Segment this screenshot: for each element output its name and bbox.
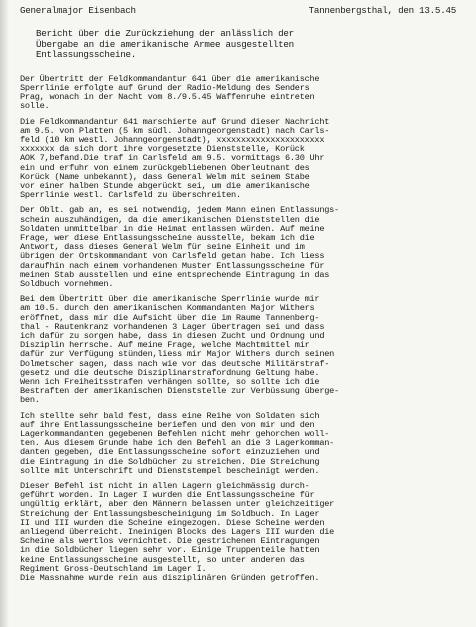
text-line: ein und erfuhr von einem zurückgebliebenen Oberleutnant des (20, 162, 310, 173)
text-line: Antwort, dass dieses General Welm für seine Einheit und im (20, 242, 305, 253)
text-line: am 9.5. von Platten (5 km südl. Johanngeorgenstadt) nach Carls- (20, 125, 330, 136)
text-line: dafür zur Verfügung stünden,liess mir Major Withers durch seinen (20, 349, 335, 360)
text-line: AOK 7,befand.Die traf in Carlsfeld am 9.5. vormittags 6.30 Uhr (20, 153, 325, 164)
text-line: II und III wurden die Scheine eingezogen. Diese Scheine werden (20, 517, 325, 528)
paragraph-6 (20, 482, 466, 583)
subject-line-1: Bericht über die Zurückziehung der anlässlich der (36, 28, 294, 40)
text-line: anliegend überreicht. Ineinigen Blocks des Lagers III wurden die (20, 527, 335, 538)
text-line: feld (10 km westl. Johanngeorgenstadt), xxxxxxxxxxxxxxxxxxxxxx (20, 134, 325, 145)
text-line: Soldbuch vornehmen. (20, 278, 114, 289)
text-line: solle. (20, 101, 50, 112)
paragraph-3 (20, 206, 466, 289)
text-line: Soldaten unmittelbar in die Heimat entlassen würden. Auf meine (20, 223, 325, 234)
paragraph-2 (20, 118, 466, 201)
text-line: xxxxxxx da sich dort ihre vorgesetzte Dienststelle, Korück (20, 144, 305, 155)
text-line: schein auszuhändigen, da die amerikanischen Dienststellen die (20, 214, 320, 225)
report-subject (20, 29, 466, 61)
letter-header (20, 6, 466, 15)
text-line: in die Soldbücher liegen sehr vor. Einige Truppenteile hatten (20, 545, 320, 556)
text-line: gesetz und die deutsche Disziplinarstrafordnung Geltung habe. (20, 367, 320, 378)
text-line: die Eintragung in die Soldbücher zu streichen. Die Streichung (20, 456, 320, 467)
text-line: Der Übertritt der Feldkommandantur 641 über die amerikanische (20, 73, 320, 84)
report-body (20, 75, 466, 584)
text-line: ich dafür zu sorgen habe, dass in diesen Zucht und Ordnung und (20, 330, 325, 341)
text-line: geführt worden. In Lager I wurden die Entlassungsscheine für (20, 490, 315, 501)
place-date: Tannenbergsthal, den 13.5.45 (308, 5, 456, 16)
text-line: Lagerkommandanten gegebenen Befehlen nicht mehr gehorchen woll- (20, 429, 330, 440)
text-line: sollte mit Unterschrift und Dienststempel bescheinigt werden. (20, 465, 320, 476)
text-line: Disziplin herrsche. Auf meine Frage, welche Machtmittel mir (20, 340, 310, 351)
text-line: Dieser Befehl ist nicht in allen Lagern gleichmässig durch- (20, 481, 310, 492)
paragraph-5 (20, 412, 466, 476)
text-line: ben. (20, 395, 40, 406)
text-line: ungültig erklärt, aber den Männern belassen unter gleichzeitiger (20, 499, 335, 510)
text-line: Frage, wer diese Entlassungsscheine ausstelle, bekam ich die (20, 232, 315, 243)
text-line: vor einer halben Stunde abgerückt sei, um die amerikanische (20, 180, 310, 191)
text-line: Regiment Gross-Deutschland im Lager I. (20, 563, 207, 574)
sender-name: Generalmajor Eisenbach (20, 5, 136, 16)
text-line: Streichung der Entlassungsbescheinigung im Soldbuch. In Lager (20, 508, 320, 519)
text-line: Korück (Name unbekannt), dass General Welm mit seinem Stabe (20, 171, 310, 182)
subject-line-3: Entlassungsscheine. (36, 49, 137, 61)
text-line: auf ihre Entlassungsscheine beriefen und den von mir und den (20, 419, 315, 430)
text-line: daraufhin nach einem vorhandenen Muster Entlassungsscheine für (20, 260, 325, 271)
text-line: übrigen der Ortskommandant von Carlsfeld getan habe. Ich liess (20, 251, 325, 262)
paragraph-4 (20, 295, 466, 405)
text-line: Ich stellte sehr bald fest, dass eine Reihe von Soldaten sich (20, 410, 320, 421)
subject-line-2: Übergabe an die amerikanische Armee ausgestellten (36, 38, 294, 50)
text-line: Die Feldkommandantur 641 marschierte auf Grund dieser Nachricht (20, 116, 330, 127)
text-line: meinen Stab ausstellen und eine entsprechende Eintragung in das (20, 269, 330, 280)
text-line: Die Massnahme wurde rein aus disziplinären Gründen getroffen. (20, 573, 320, 584)
text-line: keine Entlassungsscheine ausgestellt, so unter anderen das (20, 554, 305, 565)
paragraph-1 (20, 75, 466, 112)
text-line: Prag, wonach in der Nacht vom 8./9.5.45 Waffenruhe eintreten (20, 92, 315, 103)
text-line: thal - Rautenkranz vorhandenen 3 Lager übertragen sei und dass (20, 321, 325, 332)
text-line: ten. Aus diesem Grunde habe ich den Befehl an die 3 Lagerkomman- (20, 438, 335, 449)
text-line: eröffnet, dass mir die Aufsicht über die im Raume Tannenberg- (20, 312, 320, 323)
text-line: Sperrlinie westl. Carlsfeld zu überschreiten. (20, 190, 241, 201)
text-line: Wenn ich Freiheitsstrafen verhängen sollte, so sollte ich die (20, 377, 320, 387)
text-line: danten gegeben, die Entlassungsscheine sofort einzuziehen und (20, 447, 320, 458)
text-line: Bei dem Übertritt über die amerikanische Sperrlinie wurde mir (20, 294, 320, 305)
text-line: Dolmetscher sagen, dass nach wie vor das deutsche Militärstraf- (20, 358, 330, 369)
scan-edge-shadow (0, 0, 9, 627)
text-line: Sperrlinie erfolgte auf Grund der Radio-Meldung des Senders (20, 82, 310, 93)
text-line: Bestraften der amerikanischen Dienststelle zur Verbüssung überge- (20, 386, 339, 397)
text-line: am 10.5. durch den amerikanischen Kommandanten Major Withers (20, 303, 315, 314)
text-line: Der Oblt. gab an, es sei notwendig, jedem Mann einen Entlassungs- (20, 205, 339, 216)
text-line: Scheine als wertlos vernichtet. Die gestrichenen Eintragungen (20, 536, 320, 547)
